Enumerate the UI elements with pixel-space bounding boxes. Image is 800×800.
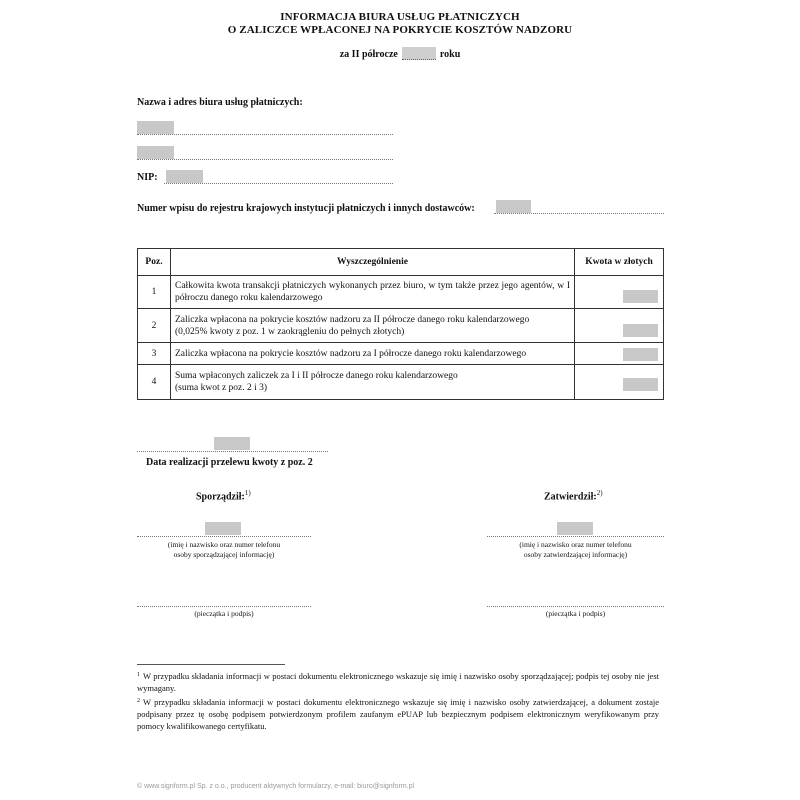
row-description bbox=[171, 276, 575, 309]
row-description bbox=[171, 309, 575, 343]
prepared-stamp-line bbox=[137, 606, 311, 607]
header-poz: Poz. bbox=[138, 249, 171, 276]
register-label: Numer wpisu do rejestru krajowych instytucji płatniczych i innych dostawców: bbox=[137, 203, 475, 214]
row-number: 2 bbox=[138, 309, 171, 343]
summary-table bbox=[137, 248, 664, 400]
approved-label-text: Zatwierdził: bbox=[544, 491, 597, 503]
footnote-1-text: W przypadku składania informacji w postaci dokumentu elektronicznego wskazuje się imię i nazwisko osoby sporządzającej; podpis tej osoby nie jest wymagany. bbox=[137, 671, 659, 693]
transfer-date-line bbox=[137, 451, 328, 452]
nip-line bbox=[164, 183, 393, 184]
footnote-2-text: W przypadku składania informacji w postaci dokumentu elektronicznego wskazuje się imię i nazwisko osoby zatwierdzającej, a dokument zostaje podpisany przez tę osobę podpisem potwierdzonym profilem zaufanym ePUAP lub bezpiecznym podpisem elektronicznym weryfikowanym przy pomocy kwalifikowanego certyfikatu. bbox=[137, 697, 659, 731]
office-name-label: Nazwa i adres biura usług płatniczych: bbox=[137, 97, 303, 108]
row-amount-cell bbox=[575, 276, 664, 309]
publisher-footer: © www.signform.pl Sp. z o.o., producent aktywnych formularzy, e-mail: biuro@signform.pl bbox=[137, 783, 415, 790]
row-description bbox=[171, 365, 575, 400]
approved-name-caption-2: osoby zatwierdzającej informację) bbox=[523, 550, 628, 559]
form-title-line-2: O ZALICZCE WPŁACONEJ NA POKRYCIE KOSZTÓW NADZORU bbox=[227, 24, 573, 36]
footnote-2-mark: 2 bbox=[137, 698, 140, 704]
prepared-label bbox=[196, 489, 251, 502]
register-line bbox=[494, 213, 664, 214]
nip-label: NIP: bbox=[137, 172, 158, 183]
amount-input-2[interactable] bbox=[623, 324, 658, 337]
amount-input-4[interactable] bbox=[623, 378, 658, 391]
period-suffix: roku bbox=[439, 49, 461, 60]
prepared-name-line bbox=[137, 536, 311, 537]
office-name-line-1 bbox=[137, 134, 393, 135]
prepared-name-caption bbox=[137, 540, 311, 560]
footnote-2 bbox=[137, 696, 659, 732]
transfer-date-label: Data realizacji przelewu kwoty z poz. 2 bbox=[146, 457, 313, 468]
register-input[interactable] bbox=[496, 200, 531, 213]
table-row bbox=[138, 276, 664, 309]
approved-name-line bbox=[487, 536, 664, 537]
table-row bbox=[138, 309, 664, 343]
prepared-name-caption-2: osoby sporządzającej informację) bbox=[173, 550, 275, 559]
row-amount-cell bbox=[575, 365, 664, 400]
table-header-row bbox=[138, 249, 664, 276]
office-name-line-2 bbox=[137, 159, 393, 160]
row-amount-cell bbox=[575, 309, 664, 343]
header-amount: Kwota w złotych bbox=[575, 249, 664, 276]
approved-name-caption bbox=[487, 540, 664, 560]
row-description-text: Suma wpłaconych zaliczek za I i II półrocze danego roku kalendarzowego bbox=[175, 371, 458, 381]
table-row bbox=[138, 365, 664, 400]
row-description bbox=[171, 343, 575, 365]
row-description-text: Zaliczka wpłacona na pokrycie kosztów nadzoru za II półrocze danego roku kalendarzowego bbox=[175, 314, 530, 325]
row-number: 3 bbox=[138, 343, 171, 365]
prepared-name-input[interactable] bbox=[205, 522, 241, 535]
header-description: Wyszczególnienie bbox=[171, 249, 575, 276]
prepared-stamp-caption: (pieczątka i podpis) bbox=[194, 609, 254, 618]
approved-name-caption-1: (imię i nazwisko oraz numer telefonu bbox=[519, 540, 632, 549]
period-row bbox=[0, 47, 800, 60]
approved-stamp-caption: (pieczątka i podpis) bbox=[545, 609, 606, 618]
office-name-input-1[interactable] bbox=[137, 121, 174, 134]
footnote-1 bbox=[137, 670, 659, 694]
row-description-text: Całkowita kwota transakcji płatniczych wykonanych przez biuro, w tym także przez jego agentów, w I półroczu danego roku kalendarzowego bbox=[175, 281, 570, 303]
row-description-note: (suma kwot z poz. 2 i 3) bbox=[175, 383, 268, 393]
approved-footnote-ref: 2) bbox=[596, 489, 603, 497]
row-amount-cell bbox=[575, 343, 664, 365]
period-prefix: za II półrocze bbox=[339, 49, 398, 60]
year-input[interactable] bbox=[402, 47, 436, 60]
footnote-rule bbox=[137, 664, 285, 665]
office-name-input-2[interactable] bbox=[137, 146, 174, 159]
prepared-label-text: Sporządził: bbox=[196, 491, 245, 503]
row-number: 1 bbox=[138, 276, 171, 309]
form-title bbox=[0, 11, 800, 37]
footnote-1-mark: 1 bbox=[137, 672, 140, 678]
approved-stamp-line bbox=[487, 606, 664, 607]
row-description-text: Zaliczka wpłacona na pokrycie kosztów nadzoru za I półrocze danego roku kalendarzowego bbox=[175, 348, 527, 359]
amount-input-3[interactable] bbox=[623, 348, 658, 361]
transfer-date-input[interactable] bbox=[214, 437, 250, 450]
prepared-name-caption-1: (imię i nazwisko oraz numer telefonu bbox=[167, 540, 281, 549]
prepared-footnote-ref: 1) bbox=[244, 489, 251, 497]
nip-input[interactable] bbox=[166, 170, 203, 183]
amount-input-1[interactable] bbox=[623, 290, 658, 303]
approved-name-input[interactable] bbox=[557, 522, 593, 535]
approved-label bbox=[544, 489, 603, 502]
form-title-line-1: INFORMACJA BIURA USŁUG PŁATNICZYCH bbox=[280, 11, 520, 23]
row-description-note: (0,025% kwoty z poz. 1 w zaokrągleniu do pełnych złotych) bbox=[175, 326, 405, 337]
row-number: 4 bbox=[138, 365, 171, 400]
table-row bbox=[138, 343, 664, 365]
